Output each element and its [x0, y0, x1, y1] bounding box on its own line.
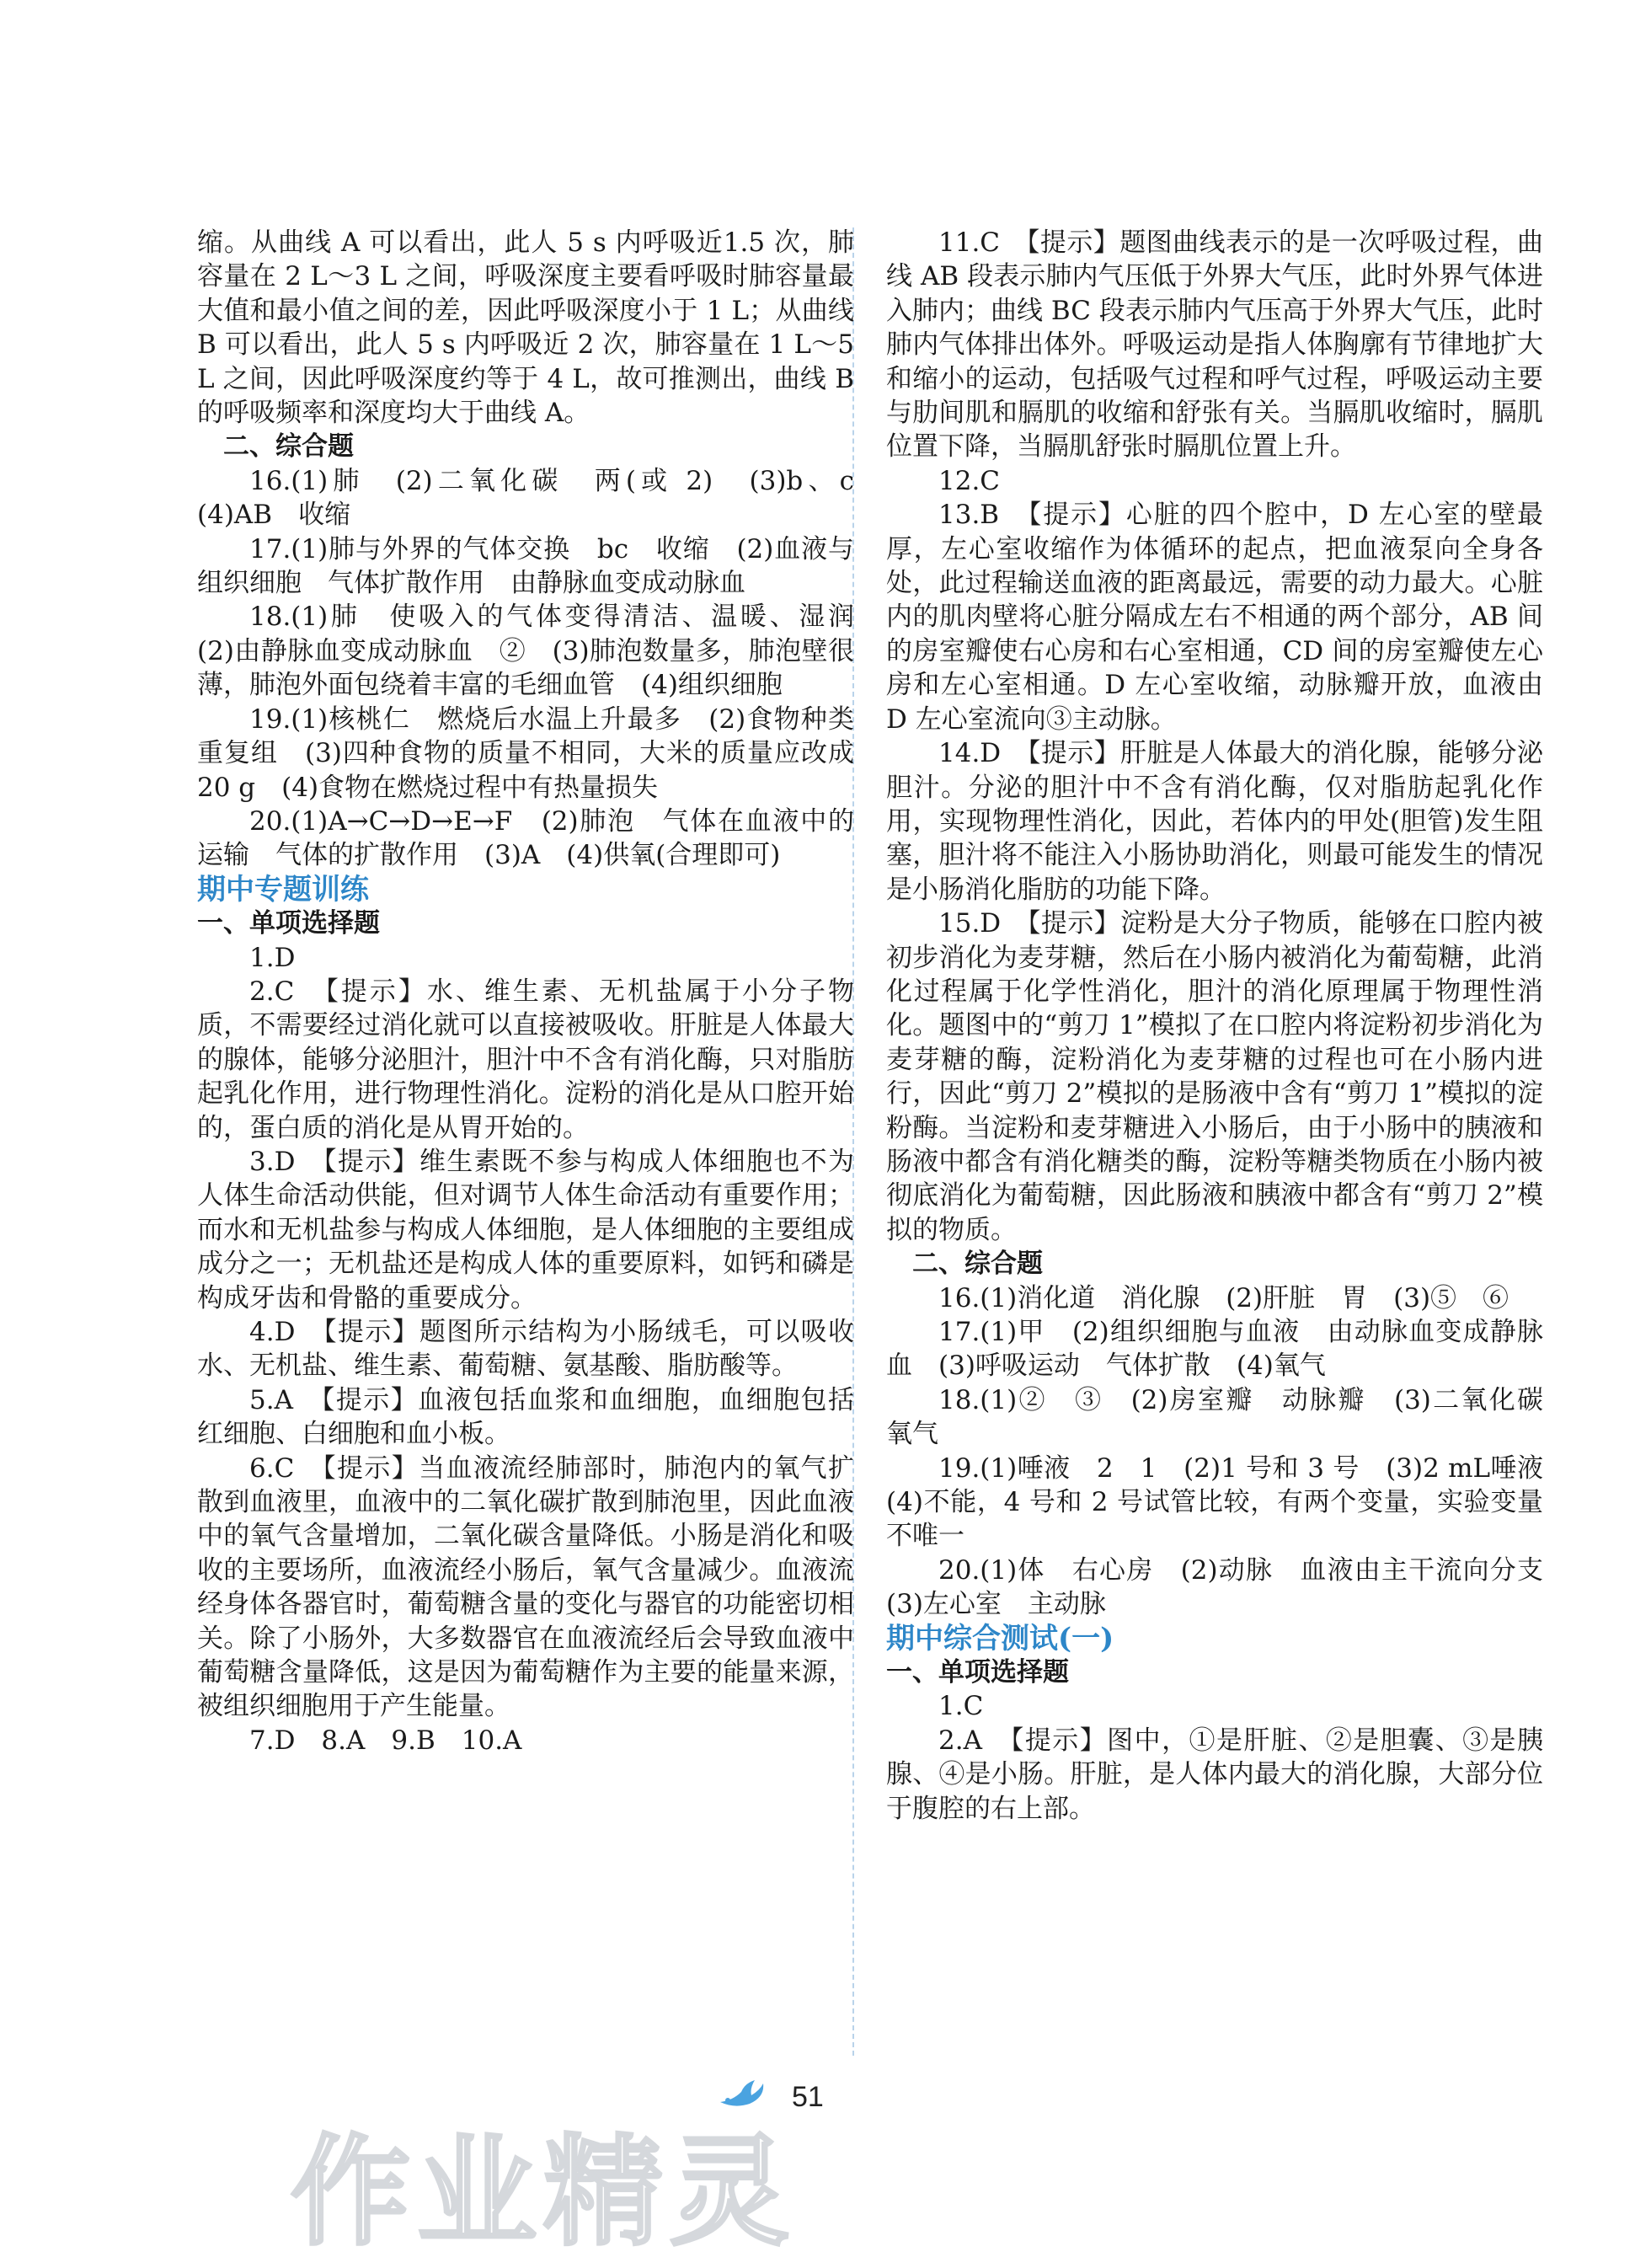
page-number: 51 — [792, 2081, 824, 2113]
section-heading-comprehensive: 二、综合题 — [223, 431, 354, 463]
answer-item: 18.(1)② ③ (2)房室瓣 动脉瓣 (3)二氧化碳 氧气 — [886, 1384, 1569, 1450]
answer-item: 2.C 【提示】水、维生素、无机盐属于小分子物质，不需要经过消化就可以直接被吸收。肝脏是人体最大的腺体，能够分泌胆汁，胆汁中不含有消化酶，只对脂肪起乳化作用，进行物理性消化。淀粉的消化是从口腔开始的，蛋白质的消化是从胃开始的。 — [197, 976, 854, 1143]
section-title-midterm-test: 期中综合测试(一) — [886, 1621, 1114, 1656]
answer-item: 20.(1)A→C→D→E→F (2)肺泡 气体在血液中的运输 气体的扩散作用 (3)A (4)供氧(合理即可) — [197, 805, 854, 871]
answer-item: 5.A 【提示】血液包括血浆和血细胞，血细胞包括红细胞、白细胞和血小板。 — [197, 1384, 854, 1450]
answer-item: 19.(1)核桃仁 燃烧后水温上升最多 (2)食物种类 重复组 (3)四种食物的质量不相同，大米的质量应改成20 g (4)食物在燃烧过程中有热量损失 — [197, 703, 880, 803]
answer-item: 7.D 8.A 9.B 10.A — [249, 1725, 522, 1756]
answer-item: 6.C 【提示】当血液流经肺部时，肺泡内的氧气扩散到血液里，血液中的二氧化碳扩散到肺泡里，因此血液中的氧气含量增加，二氧化碳含量降低。小肠是消化和吸收的主要场所，血液流经小肠后，氧气含量减少。血液流经身体各器官时，葡萄糖含量的变化与器官的功能密切相关。除了小肠外，大多数器官在血液流经后会导致血液中葡萄糖含量降低，这是因为葡萄糖作为主要的能量来源，被组织细胞用于产生能量。 — [197, 1452, 854, 1722]
answer-item: 1.C — [938, 1691, 984, 1722]
answer-item: 16.(1)肺 (2)二氧化碳 两(或 2) (3)b、c (4)AB 收缩 — [197, 465, 880, 531]
answer-item: 13.B 【提示】心脏的四个腔中，D 左心室的壁最厚，左心室收缩作为体循环的起点，把血液泵向全身各处，此过程输送血液的距离最远，需要的动力最大。心脏内的肌肉壁将心脏分隔成左右不相通的两个部分，AB 间的房室瓣使右心房和右心室相通，CD 间的房室瓣使左心房和左心室相通。D 左心室收缩，动脉瓣开放，血液由 D 左心室流向③主动脉。 — [886, 500, 1543, 735]
left-column — [197, 226, 880, 1757]
sub-heading-single-choice: 一、单项选择题 — [886, 1657, 1069, 1688]
answer-item: 16.(1)消化道 消化腺 (2)肝脏 胃 (3)⑤ ⑥ — [938, 1282, 1509, 1313]
answer-item: 18.(1)肺 使吸入的气体变得清洁、温暖、湿润 (2)由静脉血变成动脉血 ② (3)肺泡数量多，肺泡壁很薄，肺泡外面包绕着丰富的毛细血管 (4)组织细胞 — [197, 602, 880, 701]
answer-item: 11.C 【提示】题图曲线表示的是一次呼吸过程，曲线 AB 段表示肺内气压低于外界大气压，此时外界气体进入肺内；曲线 BC 段表示肺内气压高于外界大气压，此时肺内气体排出体外。呼吸运动是指人体胸廓有节律地扩大和缩小的运动，包括吸气过程和呼气过程，呼吸运动主要与肋间肌和膈肌的收缩和舒张有关。当膈肌收缩时，膈肌位置下降，当膈肌舒张时膈肌位置上升。 — [886, 227, 1543, 463]
answer-item: 2.A 【提示】图中，①是肝脏、②是胆囊、③是胰腺、④是小肠。肝脏，是人体内最大的消化腺，大部分位于腹腔的右上部。 — [886, 1725, 1543, 1824]
answer-item: 1.D — [249, 942, 296, 973]
sub-heading-single-choice: 一、单项选择题 — [197, 908, 380, 939]
answer-item: 17.(1)肺与外界的气体交换 bc 收缩 (2)血液与组织细胞 气体扩散作用 由静脉血变成动脉血 — [197, 533, 854, 599]
answer-item: 3.D 【提示】维生素既不参与构成人体细胞也不为人体生命活动供能，但对调节人体生命活动有重要作用；而水和无机盐参与构成人体细胞，是人体细胞的主要组成成分之一；无机盐还是构成人体的重要原料，如钙和磷是构成牙齿和骨骼的重要成分。 — [197, 1146, 854, 1313]
intro-paragraph: 缩。从曲线 A 可以看出，此人 5 s 内呼吸近1.5 次，肺容量在 2 L～3 L 之间，呼吸深度主要看呼吸时肺容量最大值和最小值之间的差，因此呼吸深度小于 1 L；从曲线 B 可以看出，此人 5 s 内呼吸近 2 次，肺容量在 1 L～5 L 之间，因此呼吸深度约等于 4 L，故可推测出，曲线 B 的呼吸频率和深度均大于曲线 A。 — [197, 227, 854, 429]
watermark: 作业精灵 — [291, 2123, 796, 2262]
answer-item: 19.(1)唾液 2 1 (2)1 号和 3 号 (3)2 mL唾液 (4)不能，4 号和 2 号试管比较，有两个变量，实验变量不唯一 — [886, 1452, 1569, 1552]
answer-item: 17.(1)甲 (2)组织细胞与血液 由动脉血变成静脉血 (3)呼吸运动 气体扩散 (4)氧气 — [886, 1317, 1543, 1382]
answer-item: 20.(1)体 右心房 (2)动脉 血液由主干流向分支 (3)左心室 主动脉 — [886, 1554, 1569, 1620]
answer-item: 12.C — [938, 465, 1001, 496]
section-title-midterm-training: 期中专题训练 — [197, 872, 369, 907]
answer-item: 15.D 【提示】淀粉是大分子物质，能够在口腔内被初步消化为麦芽糖，然后在小肠内被消化为葡萄糖，此消化过程属于化学性消化，胆汁的消化原理属于物理性消化。题图中的“剪刀 1”模拟了在口腔内将淀粉初步消化为麦芽糖的酶，淀粉消化为麦芽糖的过程也可在小肠内进行，因此“剪刀 2”模拟的是肠液中含有“剪刀 1”模拟的淀粉酶。当淀粉和麦芽糖进入小肠后，由于小肠中的胰液和肠液中都含有消化糖类的酶，淀粉等糖类物质在小肠内被彻底消化为葡萄糖，因此肠液和胰液中都含有“剪刀 2”模拟的物质。 — [886, 908, 1543, 1245]
answer-item: 4.D 【提示】题图所示结构为小肠绒毛，可以吸收水、无机盐、维生素、葡萄糖、氨基酸、脂肪酸等。 — [197, 1317, 854, 1382]
right-column — [886, 226, 1569, 1826]
section-heading-comprehensive: 二、综合题 — [912, 1249, 1043, 1280]
answer-item: 14.D 【提示】肝脏是人体最大的消化腺，能够分泌胆汁。分泌的胆汁中不含有消化酶，仅对脂肪起乳化作用，实现物理性消化，因此，若体内的甲处(胆管)发生阻塞，胆汁将不能注入小肠协助消化，则最可能发生的情况是小肠消化脂肪的功能下降。 — [886, 738, 1543, 905]
